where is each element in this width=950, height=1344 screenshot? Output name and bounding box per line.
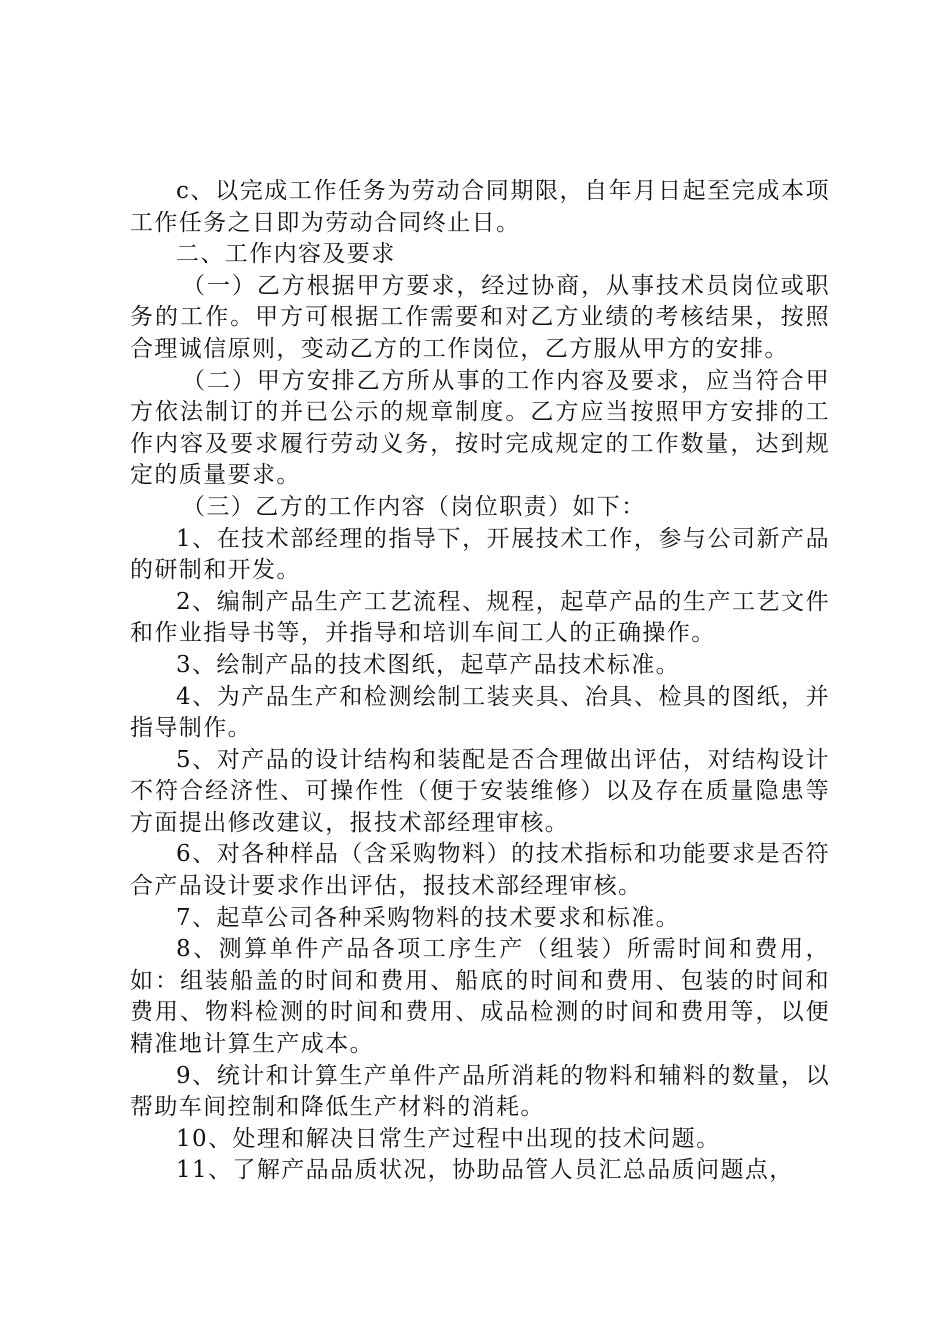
list-item-duty-6: 6、对各种样品（含采购物料）的技术指标和功能要求是否符合产品设计要求作出评估，报技术部经理审核。 bbox=[130, 841, 830, 900]
list-item-duty-5: 5、对产品的设计结构和装配是否合理做出评估，对结构设计不符合经济性、可操作性（便于安装维修）以及存在质量隐患等方面提出修改建议，报技术部经理审核。 bbox=[130, 746, 830, 836]
list-item-duty-11: 11、了解产品品质状况，协助品管人员汇总品质问题点， bbox=[176, 1157, 794, 1184]
paragraph-contract-term: c、以完成工作任务为劳动合同期限，自年月日起至完成本项工作任务之日即为劳动合同终止日。 bbox=[130, 178, 830, 236]
list-item-duty-3: 3、绘制产品的技术图纸，起草产品技术标准。 bbox=[176, 651, 681, 678]
list-item-duty-10: 10、处理和解决日常生产过程中出现的技术问题。 bbox=[176, 1125, 721, 1152]
list-item-duty-8: 8、测算单件产品各项工序生产（组装）所需时间和费用，如：组装船盖的时间和费用、船底的时间和费用、包装的时间和费用、物料检测的时间和费用、成品检测的时间和费用等，以便精准地计算生产成本。 bbox=[130, 936, 830, 1058]
paragraph-clause-2: （二）甲方安排乙方所从事的工作内容及要求，应当符合甲方依法制订的并已公示的规章制度。乙方应当按照甲方安排的工作内容及要求履行劳动义务，按时完成规定的工作数量，达到规定的质量要求。 bbox=[130, 367, 830, 489]
list-item-duty-1: 1、在技术部经理的指导下，开展技术工作，参与公司新产品的研制和开发。 bbox=[130, 525, 830, 584]
document-page bbox=[130, 176, 830, 1187]
paragraph-clause-3: （三）乙方的工作内容（岗位职责）如下： bbox=[182, 493, 646, 520]
section-heading-work-content: 二、工作内容及要求 bbox=[176, 241, 396, 268]
list-item-duty-7: 7、起草公司各种采购物料的技术要求和标准。 bbox=[176, 904, 681, 931]
list-item-duty-2: 2、编制产品生产工艺流程、规程，起草产品的生产工艺文件和作业指导书等，并指导和培训车间工人的正确操作。 bbox=[130, 588, 830, 647]
paragraph-clause-1: （一）乙方根据甲方要求，经过协商，从事技术员岗位或职务的工作。甲方可根据工作需要和对乙方业绩的考核结果，按照合理诚信原则，变动乙方的工作岗位，乙方服从甲方的安排。 bbox=[130, 272, 830, 362]
list-item-duty-4: 4、为产品生产和检测绘制工装夹具、冶具、检具的图纸，并指导制作。 bbox=[130, 683, 830, 742]
list-item-duty-9: 9、统计和计算生产单件产品所消耗的物料和辅料的数量，以帮助车间控制和降低生产材料的消耗。 bbox=[130, 1062, 830, 1121]
